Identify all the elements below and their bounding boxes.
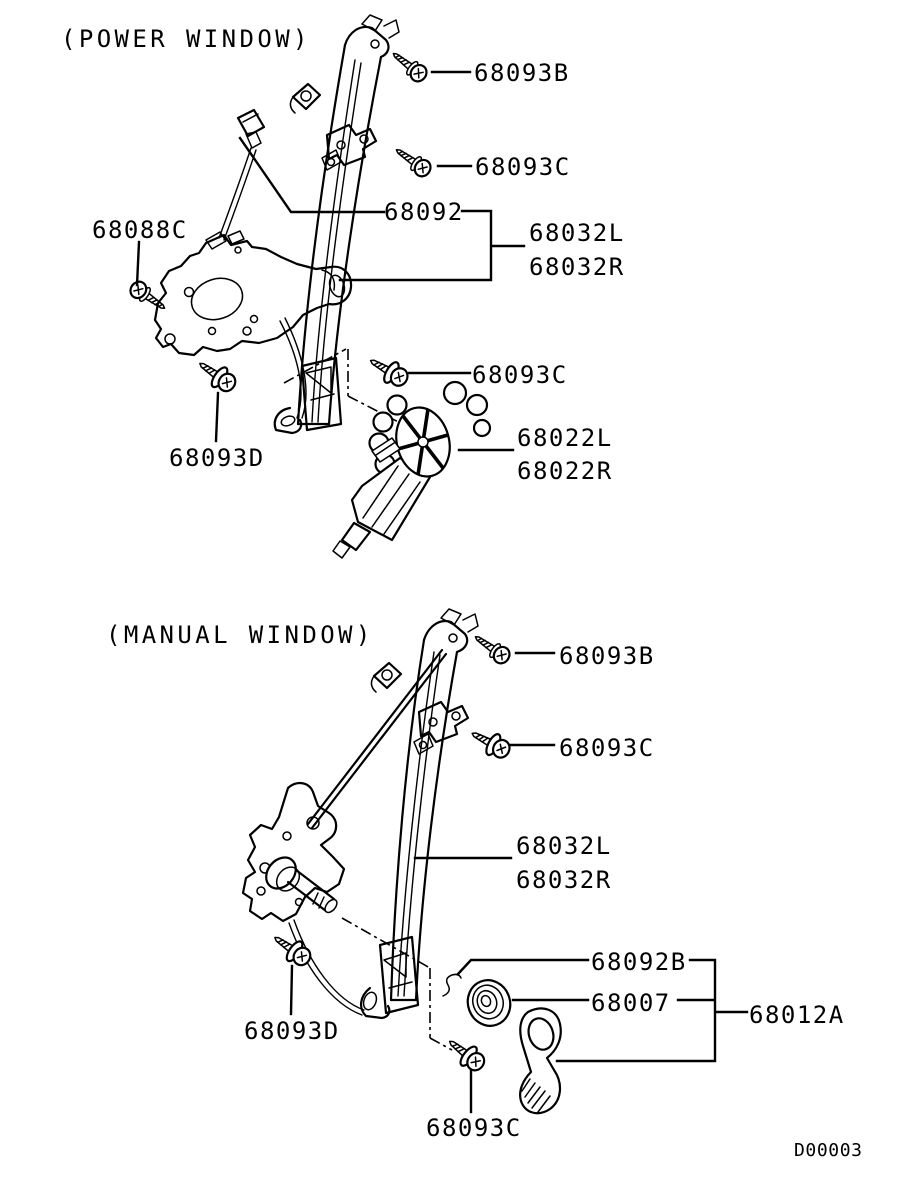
manual-clip-68092B-shape <box>443 974 461 996</box>
manual-screw-68093C-lower <box>443 1032 489 1075</box>
part-label-68032r-power: 68032R <box>529 253 625 281</box>
manual-crank-axis-line <box>342 918 452 1050</box>
manual-screw-68093B <box>471 630 513 667</box>
manual-lift-arm <box>308 650 446 828</box>
manual-drive-cable <box>289 920 379 1015</box>
part-label-68007: 68007 <box>591 989 671 1017</box>
power-screw-68093C-mid <box>365 351 412 391</box>
part-label-68092b: 68092B <box>591 948 687 976</box>
manual-crank-base <box>243 783 344 921</box>
power-screw-68093D <box>193 354 240 396</box>
part-label-68093b-power: 68093B <box>474 59 570 87</box>
document-number: D00003 <box>794 1140 863 1161</box>
power-harness-connector <box>219 110 264 240</box>
part-label-68022r: 68022R <box>517 457 613 485</box>
manual-section-title: (MANUAL WINDOW) <box>106 621 374 649</box>
part-label-68093c-power-mid: 68093C <box>472 361 568 389</box>
manual-screw-68093C-upper <box>467 723 514 763</box>
part-label-68093d-power: 68093D <box>169 444 265 472</box>
manual-washer-68007-shape <box>461 974 516 1032</box>
part-label-68088c: 68088C <box>92 216 188 244</box>
power-window-diagram <box>127 15 490 558</box>
part-label-68032l-power: 68032L <box>529 219 625 247</box>
power-section-title: (POWER WINDOW) <box>61 25 311 53</box>
part-label-68032l-manual: 68032L <box>516 832 612 860</box>
part-label-68032r-manual: 68032R <box>516 866 612 894</box>
manual-crank-handle-shape <box>520 1008 561 1113</box>
part-label-68022l: 68022L <box>517 424 613 452</box>
power-screw-68093C-upper <box>392 143 434 180</box>
part-label-68093b-manual: 68093B <box>559 642 655 670</box>
power-rail-upper-tab <box>290 84 320 113</box>
part-label-68092: 68092 <box>384 198 464 226</box>
manual-rail-upper-tab <box>371 663 401 692</box>
part-label-68093d-manual: 68093D <box>244 1017 340 1045</box>
part-label-68093c-manual-upper: 68093C <box>559 734 655 762</box>
part-label-68093c-power-upper: 68093C <box>475 153 571 181</box>
power-window-motor <box>333 382 490 558</box>
part-label-68093c-manual-lower: 68093C <box>426 1114 522 1142</box>
part-label-68012a: 68012A <box>749 1001 845 1029</box>
power-screw-68093B <box>388 47 430 85</box>
power-regulator-bracket <box>155 231 351 355</box>
